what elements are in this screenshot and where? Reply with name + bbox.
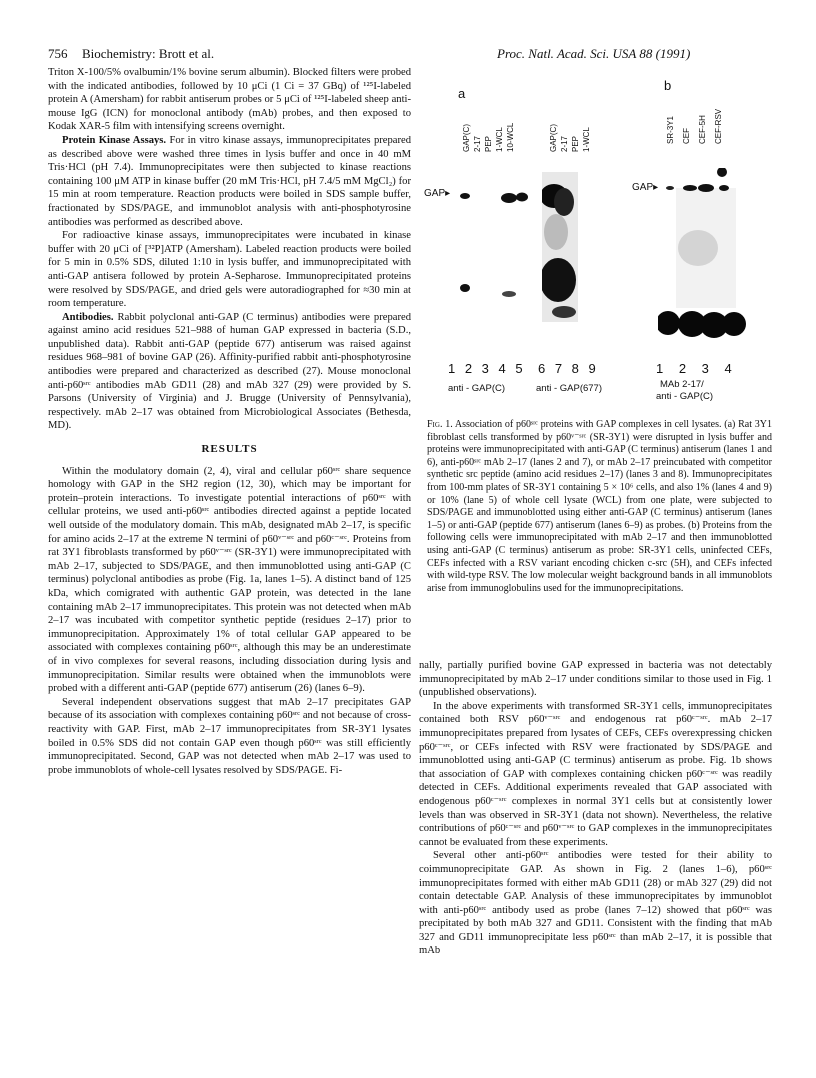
gap-marker-b: GAP▸ [632,182,659,193]
lane-numbers-a-left: 1 2 3 4 5 [448,361,526,376]
running-head-right: Proc. Natl. Acad. Sci. USA 88 (1991) [497,46,691,61]
methods-paragraph-4 [48,311,411,433]
antibodies-text: Rabbit polyclonal anti-GAP (C terminus) antibodies were prepared against amino acid residues 521–988 of human GAP expressed in bacteria (S.D., unpublished data). Rabbit anti-GAP (peptide 677) antiserum was raised against residues 968–981 of bovine GAP (26). Affinity-purified rabbit anti-phosphotyrosine antibodies were prepared and characterized as described (27). Mouse monoclonal anti-p60ˢʳᶜ antibodies mAb GD11 (28) and mAb 327 (29) were provided by S. Parsons (University of Virginia) and J. Brugge (University of Pennsylvania), respectively. mAb 2–17 was obtained from Microbiological Associates (Bethesda, MD). [48,311,411,432]
caption-text: Association of p60ˢʳᶜ proteins with GAP complexes in cell lysates. (a) Rat 3Y1 fibroblast cells transformed by p60ᵛ⁻ˢʳᶜ (SR-3Y1) were disrupted in lysis buffer and proteins were immunoprecipitated with anti-GAP (C terminus) antiserum (lanes 1 and 6), anti-p60ˢʳᶜ mAb 2–17 (lanes 2 and 7), or mAb 2–17 preincubated with competitor synthetic src peptide (amino acid residues 2–17) (lanes 3 and 8). Immunoprecipitates from 100-mm plates of SR-3Y1 containing 5 × 10⁶ cells, and also 1% (lanes 4 and 9) or 10% (lane 5) of whole cell lysate (WCL) from one plate, were subjected to SDS/PAGE and immunoblotted using either anti-GAP (C terminus) antiserum (lanes 1–5) or anti-GAP (peptide 677) antiserum (lanes 6–9) as probes. (b) Proteins from the following cells were immunoprecipitated with mAb 2–17 and then immunoblotted using anti-GAP (C terminus) antiserum as probe: SR-3Y1 cells, uninfected CEFs, CEFs infected with a RSV variant encoding chicken c-src (5H), and CEFs infected with wild-type RSV. The low molecular weight background bands in all immunoblots arise from immunoglobulins used for the immunoprecipitations. [427,419,772,594]
lane-label: SR-3Y1 [666,115,675,144]
background-band [658,311,680,335]
lane-label: CEF-5H [698,115,707,144]
probe-label-b-line2: anti - GAP(C) [656,391,714,402]
background-band [722,312,746,336]
figure-caption [427,419,772,595]
gap-label: GAP [424,188,446,199]
gap-band [516,193,528,202]
lane-label: GAP(C) [462,124,471,152]
lane-numbers-a-right: 6 7 8 9 [538,361,599,376]
blot-b [658,168,748,358]
left-column [48,66,411,777]
probe-label-a-left: anti - GAP(C) [448,383,506,394]
methods-paragraph-3: For radioactive kinase assays, immunoprecipitates were incubated in kinase buffer with 20 μCi of [³²P]ATP (Amersham). Labeled reaction products were boiled for 5 min in 0.5% SDS, diluted 1:10 in lysis buffer, and immunoprecipitated with anti-GAP antisera followed by protein A-Sepharose. Immunoprecipitated proteins were resolved by SDS/PAGE, and dried gels were autoradiographed for ≈30 min at room temperature. [48,230,411,310]
lane-label: GAP(C) [549,124,558,152]
background-band [460,284,470,292]
gap-band [460,193,470,199]
lane-label: CEF [682,128,691,144]
methods-paragraph-1: Triton X-100/5% ovalbumin/1% bovine serum albumin). Blocked filters were probed with the indicated antibodies, followed by 10 μCi (1 Ci = 37 GBq) of ¹²⁵I-labeled protein A (Amersham) for rabbit antiserum probes or 5 μCi of ¹²⁵I-labeled sheep anti-mouse IgG (ICN) for monoclonal antibody (mAb) probes, and then exposed to Kodak XAR-5 film with intensifying screens overnight. [48,67,411,133]
figure-1 [418,78,768,418]
background-band [552,306,576,318]
methods-paragraph-2 [48,134,411,229]
blot-a-left [460,168,530,328]
lane-numbers-b: 1 2 3 4 [656,361,738,376]
lane-label: 2-17 [473,135,482,152]
lane-label: 1-WCL [582,127,591,152]
gap-band [683,185,697,191]
right-column [419,659,772,958]
gap-band [719,185,729,191]
right-paragraph-1: nally, partially purified bovine GAP expressed in bacteria was not detectably immunoprecipitated by mAb 2–17 under conditions similar to those used in Fig. 1 (unpublished observations). [419,660,772,699]
gap-label: GAP [632,182,654,193]
page-number: 756 [48,46,68,61]
protein-kinase-heading: Protein Kinase Assays. [62,134,167,146]
right-paragraph-3: Several other anti-p60ˢʳᶜ antibodies were tested for their ability to coimmunoprecipitate GAP. As shown in Fig. 2 (lanes 1–6), p60ˢʳᶜ immunoprecipitates formed with either mAb GD11 (28) or mAb 327 (29) did not contain detectable GAP. Analysis of these immunoprecipitates by immunoblot with anti-p60ˢʳᶜ antibody used as probe (lanes 7–12) showed that p60ˢʳᶜ was precipitated by both mAb 327 and GD11. Consistent with the finding that mAb 327 and GD11 immunoprecipitate less p60ˢʳᶜ than mAb 2–17, it is possible that mAb [419,850,772,957]
lane-label: 2-17 [560,135,569,152]
results-paragraph-2: Several independent observations suggest that mAb 2–17 precipitates GAP because of its association with complexes containing p60ˢʳᶜ and not because of cross-reactivity with GAP. First, mAb 2–17 immunoprecipitates from SR-3Y1 lysates boiled in 0.5% SDS did not contain GAP even though p60ˢʳᶜ was still efficiently immunoprecipitated. Second, GAP was not detected when mAb 2–17 was used to probe immunoblots of whole-cell lysates resolved by SDS/PAGE. Fi- [48,696,411,776]
lane-label: 10-WCL [506,122,515,152]
antibodies-heading: Antibodies. [62,311,114,323]
lane-label: CEF-RSV [714,108,723,144]
gap-marker-a: GAP▸ [424,188,451,199]
probe-label-a-right: anti - GAP(677) [536,383,602,394]
caption-label: Fig. 1. [427,419,453,430]
running-head-left: Biochemistry: Brott et al. [82,46,215,61]
blot-a-right [542,162,602,332]
panel-b-label: b [664,78,672,93]
gap-band [698,184,714,192]
gap-band [501,193,517,203]
probe-label-b-line1: MAb 2-17/ [660,379,704,390]
protein-kinase-text: For in vitro kinase assays, immunoprecipitates prepared as described above were washed three times in lysis buffer and once in 40 mM Tris·HCl (pH 7.4). Immunoprecipitates were then subjected to kinase reactions containing 100 μM ATP in kinase buffer (20 mM Tris·HCl, pH 7.4/5 mM MgCl₂) for 15 min at room temperature. Reaction products were boiled in SDS sample buffer, fractionated by SDS/PAGE, and immunoblot analysis with anti-phosphotyrosine antibodies was performed as described above. [48,134,411,228]
lane-label: PEP [484,135,493,152]
right-paragraph-2: In the above experiments with transformed SR-3Y1 cells, immunoprecipitates contained both RSV p60ᵛ⁻ˢʳᶜ and endogenous rat p60ᶜ⁻ˢʳᶜ. mAb 2–17 immunoprecipitates prepared from lysates of CEFs, CEFs overexpressing chicken p60ᶜ⁻ˢʳᶜ, or CEFs infected with RSV were fractionated by SDS/PAGE and immunoblotted using anti-GAP (C terminus) antiserum as probe. Fig. 1b shows that association of GAP with complexes containing chicken p60ᶜ⁻ˢʳᶜ was readily detected in CEFs. Additional experiments revealed that GAP associated with endogenous p60ᶜ⁻ˢʳᶜ complexes in normal 3Y1 cells but at consistently lower levels than was observed in SR-3Y1 (data not shown). Nevertheless, the relative contributions of p60ᶜ⁻ˢʳᶜ and p60ᵛ⁻ˢʳᶜ to GAP complexes in the immunoprecipitates cannot be evaluated from these experiments. [419,700,772,848]
panel-a-label: a [458,86,466,101]
lane-label: PEP [571,135,580,152]
results-paragraph-1: Within the modulatory domain (2, 4), viral and cellular p60ˢʳᶜ share sequence homology with GAP in the SH2 region (12, 30), which may be important for protein–protein interactions. To investigate potential interactions of p60ˢʳᶜ with cellular proteins, we used anti-p60ˢʳᶜ antibodies directed against a peptide located well outside of the modulatory domain. This mAb, designated mAb 2–17, is specific for amino acids 2–17 at the extreme N termini of p60ᵛ⁻ˢʳᶜ and p60ᶜ⁻ˢʳᶜ. Proteins from rat 3Y1 fibroblasts transformed by p60ᵛ⁻ˢʳᶜ (SR-3Y1) were immunoprecipitated with mAb 2–17, subjected to SDS/PAGE, and then immunoblotted using anti-GAP (C terminus) polyclonal antibodies as probe (Fig. 1a, lanes 1–5). A distinct band of 125 kDa, which comigrated with authentic GAP protein, was detected in the lane containing mAb 2–17 immunoprecipitates. This protein was not detected when mAb 2–17 was incubated with competitor synthetic peptide (residues 2–17) prior to immunoprecipitation. Approximately 1% of total cellular GAP appeared to be associated with complexes containing p60ˢʳᶜ, although this may be an underestimate of in vivo complexes for several reasons, including dissociation during lysis and immunoprecipitation. Similar results were obtained when the immunoblots were probed with a different anti-GAP (peptide 677) antiserum (26) (lanes 6–9). [48,465,411,695]
lane-label: 1-WCL [495,127,504,152]
gap-band [666,186,674,190]
gap-band [554,188,574,216]
background-band [502,291,516,297]
results-heading: RESULTS [201,443,258,456]
